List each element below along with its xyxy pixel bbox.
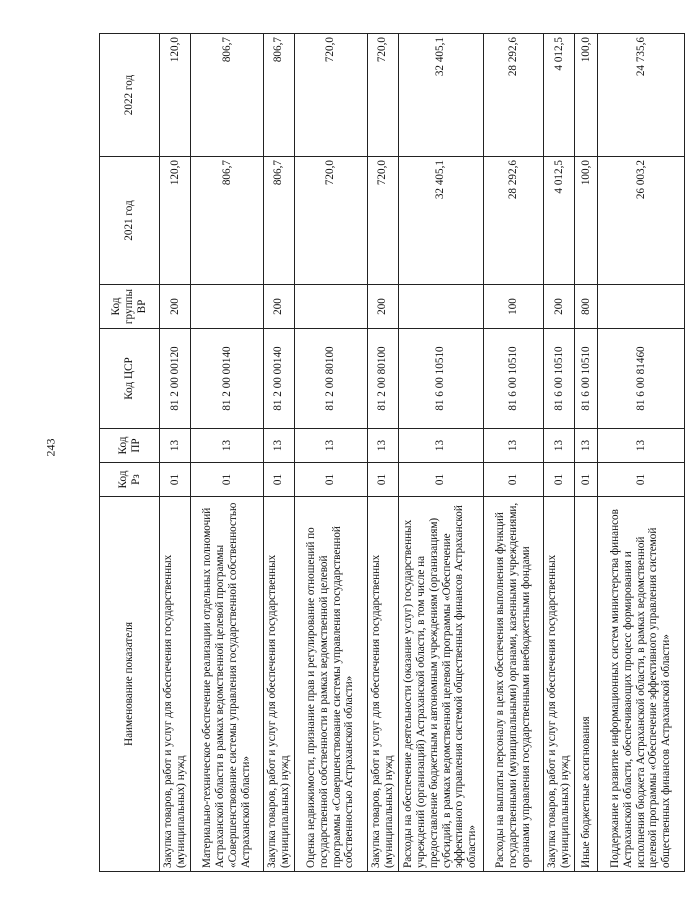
row-2022: 806,7 — [263, 34, 294, 157]
row-2021: 720,0 — [294, 157, 367, 285]
row-name: Закупка товаров, работ и услуг для обеспечения государственных (муниципальных) нужд — [367, 497, 398, 872]
table-row — [597, 34, 684, 872]
row-2022: 720,0 — [294, 34, 367, 157]
row-name: Расходы на выплаты персоналу в целях обеспечения выполнения функций государственными (муниципальными) органами, казенными учреждениями, органами управления государственными внебюджетными фондами — [483, 497, 543, 872]
row-csr: 81 6 00 81460 — [597, 329, 684, 429]
row-pr: 13 — [543, 429, 574, 463]
row-csr: 81 2 00 00120 — [160, 329, 191, 429]
rotated-table-container — [99, 34, 685, 872]
header-csr: Код ЦСР — [100, 329, 160, 429]
table-row — [483, 34, 543, 872]
row-csr: 81 6 00 10510 — [483, 329, 543, 429]
row-pr: 13 — [294, 429, 367, 463]
row-pr: 13 — [483, 429, 543, 463]
row-pr: 13 — [191, 429, 264, 463]
row-name: Оценка недвижимости, признание прав и регулирование отношений по государственной собственности в рамках ведомственной целевой программы «Совершенствование системы управления государственной собственностью Астраханской области» — [294, 497, 367, 872]
row-vr: 200 — [160, 285, 191, 329]
row-2021: 26 003,2 — [597, 157, 684, 285]
row-pr: 13 — [263, 429, 294, 463]
row-2022: 24 735,6 — [597, 34, 684, 157]
row-csr: 81 6 00 10510 — [543, 329, 574, 429]
row-name: Расходы на обеспечение деятельности (оказание услуг) государственных учреждений (организаций) Астраханской области, в том числе на предоставление бюджетным и автономным учреждениям (организациям) субсидий, в рамках ведомственной целевой программы «Обеспечение эффективного управления системой общественных финансов Астраханской области» — [398, 497, 483, 872]
row-vr — [294, 285, 367, 329]
table-row — [575, 34, 598, 872]
row-2021: 32 405,1 — [398, 157, 483, 285]
row-name: Материально-техническое обеспечение реализации отдельных полномочий Астраханской области в рамках ведомственной целевой программы «Совершенствование системы управления государственной собственностью Астраханской области» — [191, 497, 264, 872]
row-rz: 01 — [191, 463, 264, 497]
row-2021: 720,0 — [367, 157, 398, 285]
row-name: Закупка товаров, работ и услуг для обеспечения государственных (муниципальных) нужд — [263, 497, 294, 872]
header-rz: Код Рз — [100, 463, 160, 497]
row-2022: 32 405,1 — [398, 34, 483, 157]
header-pr: Код ПР — [100, 429, 160, 463]
row-csr: 81 6 00 10510 — [575, 329, 598, 429]
row-vr: 200 — [543, 285, 574, 329]
row-rz: 01 — [160, 463, 191, 497]
row-2022: 720,0 — [367, 34, 398, 157]
row-2021: 28 292,6 — [483, 157, 543, 285]
row-2021: 100,0 — [575, 157, 598, 285]
row-rz: 01 — [483, 463, 543, 497]
row-pr: 13 — [367, 429, 398, 463]
row-2021: 806,7 — [263, 157, 294, 285]
row-pr: 13 — [575, 429, 598, 463]
row-vr: 100 — [483, 285, 543, 329]
table-row — [398, 34, 483, 872]
table-row — [160, 34, 191, 872]
row-rz: 01 — [543, 463, 574, 497]
row-vr: 200 — [263, 285, 294, 329]
row-rz: 01 — [367, 463, 398, 497]
table-row — [263, 34, 294, 872]
row-pr: 13 — [597, 429, 684, 463]
row-vr — [398, 285, 483, 329]
header-2022: 2022 год — [100, 34, 160, 157]
row-vr — [597, 285, 684, 329]
row-name: Иные бюджетные ассигнования — [575, 497, 598, 872]
row-csr: 81 2 00 80100 — [367, 329, 398, 429]
page-number: 243 — [43, 438, 58, 457]
row-rz: 01 — [263, 463, 294, 497]
row-2022: 28 292,6 — [483, 34, 543, 157]
row-vr: 800 — [575, 285, 598, 329]
row-csr: 81 2 00 80100 — [294, 329, 367, 429]
row-csr: 81 2 00 00140 — [263, 329, 294, 429]
row-vr: 200 — [367, 285, 398, 329]
row-csr: 81 6 00 10510 — [398, 329, 483, 429]
row-name: Закупка товаров, работ и услуг для обеспечения государственных (муниципальных) нужд — [160, 497, 191, 872]
row-2021: 4 012,5 — [543, 157, 574, 285]
row-rz: 01 — [398, 463, 483, 497]
row-vr — [191, 285, 264, 329]
header-2021: 2021 год — [100, 157, 160, 285]
table-row — [191, 34, 264, 872]
row-rz: 01 — [597, 463, 684, 497]
header-row — [100, 34, 160, 872]
row-2022: 4 012,5 — [543, 34, 574, 157]
row-name: Поддержание и развитие информационных систем министерства финансов Астраханской области, обеспечивающих процесс формирования и исполнения бюджета Астраханской области, в рамках ведомственной целевой программы «Обеспечение эффективного управления системой общественных финансов Астраханской области» — [597, 497, 684, 872]
row-2021: 806,7 — [191, 157, 264, 285]
row-2022: 100,0 — [575, 34, 598, 157]
row-2022: 120,0 — [160, 34, 191, 157]
row-pr: 13 — [398, 429, 483, 463]
row-csr: 81 2 00 00140 — [191, 329, 264, 429]
row-name: Закупка товаров, работ и услуг для обеспечения государственных (муниципальных) нужд — [543, 497, 574, 872]
table-row — [294, 34, 367, 872]
table-row — [543, 34, 574, 872]
row-2022: 806,7 — [191, 34, 264, 157]
header-vr: Код группы ВР — [100, 285, 160, 329]
row-rz: 01 — [294, 463, 367, 497]
budget-table — [99, 33, 685, 872]
row-pr: 13 — [160, 429, 191, 463]
row-2021: 120,0 — [160, 157, 191, 285]
header-name: Наименование показателя — [100, 497, 160, 872]
table-row — [367, 34, 398, 872]
row-rz: 01 — [575, 463, 598, 497]
